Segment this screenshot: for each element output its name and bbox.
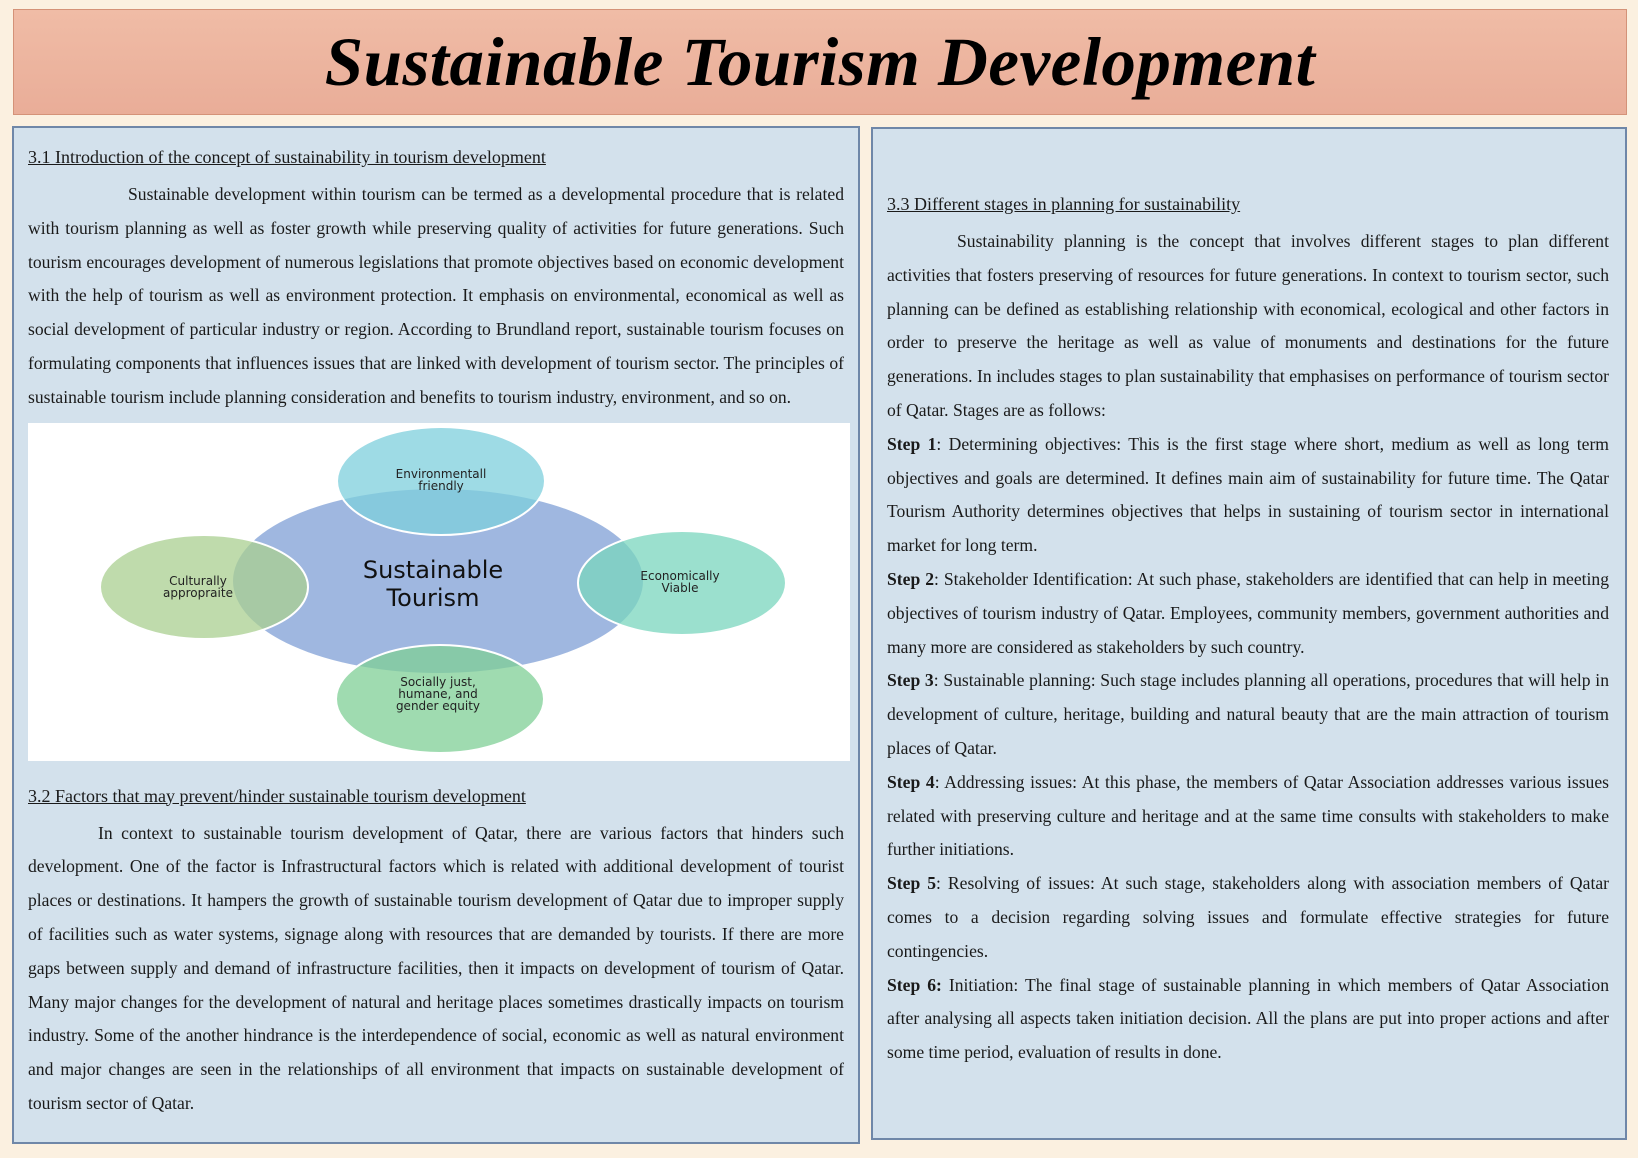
top-label-line1: Environmentall xyxy=(395,466,487,481)
bottom-label-line2: humane, and xyxy=(398,686,478,701)
step-6-label: Step 6: xyxy=(887,974,942,995)
right-label-line1: Economically xyxy=(640,568,720,583)
step-5 xyxy=(887,867,1609,968)
sustainable-tourism-diagram xyxy=(28,423,850,761)
step-4 xyxy=(887,766,1609,867)
section-3-2-body: In context to sustainable tourism development of Qatar, there are various factors that hinders such development. One of the factor is Infrastructural factors which is related with additional development of tourist places or destinations. It hampers the growth of sustainable tourism development of Qatar due to improper supply of facilities such as water systems, signage along with resources that are demanded by tourists. If there are more gaps between supply and demand of infrastructure facilities, then it impacts on development of tourism of Qatar. Many major changes for the development of natural and heritage places sometimes drastically impacts on tourism industry. Some of the another hindrance is the interdependence of social, economic as well as natural environment and major changes are seen in the relationships of all environment that impacts on sustainable development of tourism sector of Qatar. xyxy=(28,822,844,1113)
step-2-text: : Stakeholder Identification: At such phase, stakeholders are identified that can help in meeting objectives of tourism industry of Qatar. Employees, community members, government authorities and many more are considered as stakeholders by such country. xyxy=(887,568,1609,657)
left-label-line2: appropraite xyxy=(163,585,233,600)
section-3-1-body: Sustainable development within tourism can be termed as a developmental procedure that is related with tourism planning as well as foster growth while preserving quality of activities for future generations. Such tourism encourages development of numerous legislations that promote objectives based on economic development with the help of tourism as well as environment protection. It emphasis on environmental, economical as well as social development of particular industry or region. According to Brundland report, sustainable tourism focuses on formulating components that influences issues that are linked with development of tourism sector. The principles of sustainable tourism include planning consideration and benefits to tourism industry, environment, and so on. xyxy=(28,184,844,407)
page-title: Sustainable Tourism Development xyxy=(324,23,1316,100)
top-label-line2: friendly xyxy=(418,478,464,493)
step-4-label: Step 4 xyxy=(887,771,935,792)
section-3-1-heading: 3.1 Introduction of the concept of sustainability in tourism development xyxy=(28,147,546,167)
left-label-line1: Culturally xyxy=(169,573,227,588)
step-5-label: Step 5 xyxy=(887,873,937,894)
step-3 xyxy=(887,664,1609,765)
right-label-line2: Viable xyxy=(661,580,699,595)
bottom-label-line1: Socially just, xyxy=(400,674,476,689)
step-1 xyxy=(887,428,1609,563)
step-1-text: : Determining objectives: This is the first stage where short, medium as well as long term objectives and goals are determined. It defines main aim of sustainability for future time. The Qatar Tourism Authority determines objectives that helps in sustaining of tourism sector in international market for long term. xyxy=(887,433,1609,556)
step-3-text: : Sustainable planning: Such stage includes planning all operations, procedures that will help in development of culture, heritage, building and natural beauty that are the main attraction of tourism places of Qatar. xyxy=(887,670,1609,758)
step-2-label: Step 2 xyxy=(887,568,935,589)
center-label-line2: Tourism xyxy=(386,583,480,612)
diagram-svg xyxy=(28,423,850,761)
step-5-text: : Resolving of issues: At such stage, stakeholders along with association members of Qatar comes to a decision regarding solving issues and formulate effective strategies for future contingencies. xyxy=(887,873,1610,961)
section-3-3-heading: 3.3 Different stages in planning for sustainability xyxy=(887,194,1241,214)
bottom-label-line3: gender equity xyxy=(395,698,481,713)
step-1-label: Step 1 xyxy=(887,433,937,454)
step-3-label: Step 3 xyxy=(887,670,934,691)
section-3-3-body: Sustainability planning is the concept that involves different stages to plan different activities that fosters preserving of resources for future generations. In context to tourism sector, such planning can be defined as establishing relationship with economical, ecological and other factors in order to preserve the heritage as well as value of monuments and destinations for the future generations. In includes stages to plan sustainability that emphasises on performance of tourism sector of Qatar. Stages are as follows: xyxy=(887,231,1609,420)
left-panel xyxy=(12,126,860,1144)
step-6 xyxy=(887,969,1609,1070)
section-3-2-heading: 3.2 Factors that may prevent/hinder sustainable tourism development xyxy=(28,785,526,806)
step-6-text: Initiation: The final stage of sustainable planning in which members of Qatar Association after analysing all aspects taken initiation decision. All the plans are put into proper actions and after some time period, evaluation of results in done. xyxy=(887,974,1609,1063)
right-panel xyxy=(871,127,1627,1140)
step-4-text: : Addressing issues: At this phase, the members of Qatar Association addresses various issues related with preserving culture and heritage and at the same time consults with stakeholders to make further initiations. xyxy=(887,771,1609,860)
step-2 xyxy=(887,563,1609,664)
title-banner xyxy=(13,9,1627,115)
center-label-line1: Sustainable xyxy=(362,555,504,584)
